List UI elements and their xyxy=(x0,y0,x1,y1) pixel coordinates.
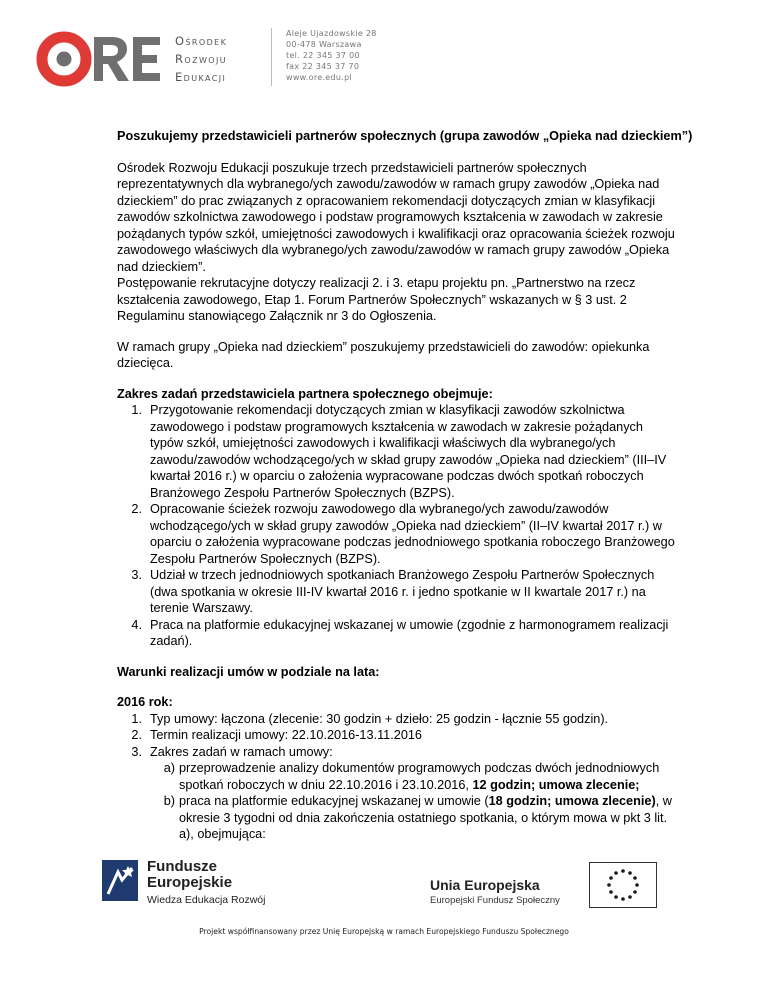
fe-line: Europejskie xyxy=(147,874,233,891)
list-number: 1. xyxy=(131,711,142,726)
footer xyxy=(0,855,768,994)
list-number: 3. xyxy=(131,744,142,759)
address-line: tel. 22 345 37 00 xyxy=(286,51,360,60)
tasks-list xyxy=(117,402,677,650)
footer-note: Projekt współfinansowany przez Unię Europejską w ramach Europejskiego Funduszu Społecznego xyxy=(199,927,569,936)
list-item xyxy=(117,727,677,744)
eu-text xyxy=(430,877,560,906)
list-item-text: Zakres zadań w ramach umowy: xyxy=(150,744,333,759)
document-title: Poszukujemy przedstawicieli partnerów społecznych (grupa zawodów „Opieka nad dzieckiem”) xyxy=(117,129,693,143)
list-number: 4. xyxy=(131,617,142,632)
list-item xyxy=(117,567,677,617)
sub-text: przeprowadzenie analizy dokumentów programowych podczas dwóch jednodniowych spotkań roboczych w dniu 22.10.2016 i 23.10.2016, xyxy=(179,761,660,792)
conditions-heading: Warunki realizacji umów w podziale na lata: xyxy=(117,664,380,679)
document-body xyxy=(117,128,693,843)
list-item xyxy=(117,744,677,761)
list-item-text: Opracowanie ścieżek rozwoju zawodowego dla wybranego/ych zawodu/zawodów wchodzącego/ych w skład grupy zawodów „Opieka nad dzieckiem” (II–IV kwartał 2017 r.) w oparciu o założenia wypracowane podczas jednodniowego spotkania roboczego Branżowego Zespołu Partnerów Społecznych (BZPS). xyxy=(150,502,675,566)
letterhead xyxy=(36,28,736,98)
fundusze-europejskie-logo-icon xyxy=(100,858,140,903)
intro-paragraph: W ramach grupy „Opieka nad dzieckiem” poszukujemy przedstawicieli do zawodów: opiekunka dziecięca. xyxy=(117,339,650,370)
sub-item xyxy=(117,793,677,843)
fe-logo-text xyxy=(147,859,265,907)
fe-subline: Wiedza Edukacja Rozwój xyxy=(147,894,266,906)
list-item-text: Typ umowy: łączona (zlecenie: 30 godzin + dzieło: 25 godzin - łącznie 55 godzin). xyxy=(150,711,609,726)
eu-flag-icon xyxy=(589,862,657,908)
list-item-text: Udział w trzech jednodniowych spotkaniach Branżowego Zespołu Partnerów Społecznych (dwa spotkania w okresie III-IV kwartał 2016 r. i jedno spotkanie w II kwartale 2017 r.) na terenie Warszawy. xyxy=(150,568,655,615)
sub-text: praca na platformie edukacyjnej wskazanej w umowie ( xyxy=(179,794,489,808)
address-line: 00-478 Warszawa xyxy=(286,40,362,49)
list-number: 1. xyxy=(131,403,142,417)
address-line: fax 22 345 37 70 xyxy=(286,62,360,71)
intro-paragraph: Postępowanie rekrutacyjne dotyczy realizacji 2. i 3. etapu projektu pn. „Partnerstwo na rzecz kształcenia zawodowego, Etap 1. Forum Partnerów Społecznych” wskazanych w § 3 ust. 2 Regulaminu stanowiącego Załącznik nr 3 do Ogłoszenia. xyxy=(117,276,636,323)
list-item-text: Praca na platformie edukacyjnej wskazanej w umowie (zgodnie z harmonogramem realizacji zadań). xyxy=(150,617,669,648)
list-item-text: Przygotowanie rekomendacji dotyczących zmian w klasyfikacji zawodów szkolnictwa zawodowego i podstaw programowych kształcenia w zawodach w zakresie pożądanych typów szkół, umiejętności zawodowych i kwalifikacji właściwych dla wybranego/ych zawodu/zawodów wchodzącego/ych w skład grupy zawodów „Opieka nad dzieckiem” (III–IV kwartał 2016 r.) w oparciu o założenia wypracowane podczas dwóch spotkań roboczych Branżowego Zespołu Partnerów Społecznych (BZPS). xyxy=(150,403,667,500)
fe-line: Fundusze xyxy=(147,858,217,875)
list-item xyxy=(117,501,677,567)
org-address xyxy=(286,28,377,83)
sub-letter: b) xyxy=(163,794,175,808)
address-line: Aleje Ujazdowskie 28 xyxy=(286,29,377,38)
org-name xyxy=(175,32,227,86)
org-name-line: Ośrodek xyxy=(175,34,228,48)
eu-subline: Europejski Fundusz Społeczny xyxy=(430,895,560,906)
sub-bold: 12 godzin; umowa zlecenie; xyxy=(472,777,640,792)
year-list xyxy=(117,711,677,761)
list-item xyxy=(117,711,677,728)
org-name-line: Edukacji xyxy=(175,70,227,84)
address-line: www.ore.edu.pl xyxy=(286,73,353,82)
list-number: 3. xyxy=(131,568,142,582)
intro-paragraph: Ośrodek Rozwoju Edukacji poszukuje trzech przedstawicieli partnerów społecznych reprezentatywnych dla wybranego/ych zawodu/zawodów w ramach grupy zawodów „Opieka nad dzieckiem” do prac związanych z opracowaniem rekomendacji dotyczących zmian w klasyfikacji zawodów szkolnictwa zawodowego i podstaw programowych kształcenia w zawodach w zakresie pożądanych typów szkół, umiejętności zawodowych i kwalifikacji oraz opracowania ścieżek rozwoju zawodowego właściwych dla wybranego/ych zawodu/zawodów w ramach grupy zawodów „Opieka nad dzieckiem”. xyxy=(117,160,675,274)
sub-item xyxy=(117,760,677,793)
sub-bold: 18 godzin; umowa zlecenie) xyxy=(488,794,656,808)
list-item xyxy=(117,617,677,650)
header-divider xyxy=(271,28,272,86)
list-item xyxy=(117,402,677,501)
eu-line: Unia Europejska xyxy=(430,877,540,893)
year-heading: 2016 rok: xyxy=(117,695,173,709)
tasks-heading: Zakres zadań przedstawiciela partnera społecznego obejmuje: xyxy=(117,386,493,401)
list-number: 2. xyxy=(131,502,142,516)
org-name-line: Rozwoju xyxy=(175,52,227,66)
sub-text: , w okresie 3 tygodni od dnia zakończenia ostatniego spotkania, o którym mowa w pkt 3 lit. a), obejmująca: xyxy=(179,794,672,841)
list-number: 2. xyxy=(131,728,142,742)
sub-letter: a) xyxy=(163,761,175,775)
list-item-text: Termin realizacji umowy: 22.10.2016-13.11.2016 xyxy=(150,728,422,742)
ore-logo xyxy=(36,28,162,90)
